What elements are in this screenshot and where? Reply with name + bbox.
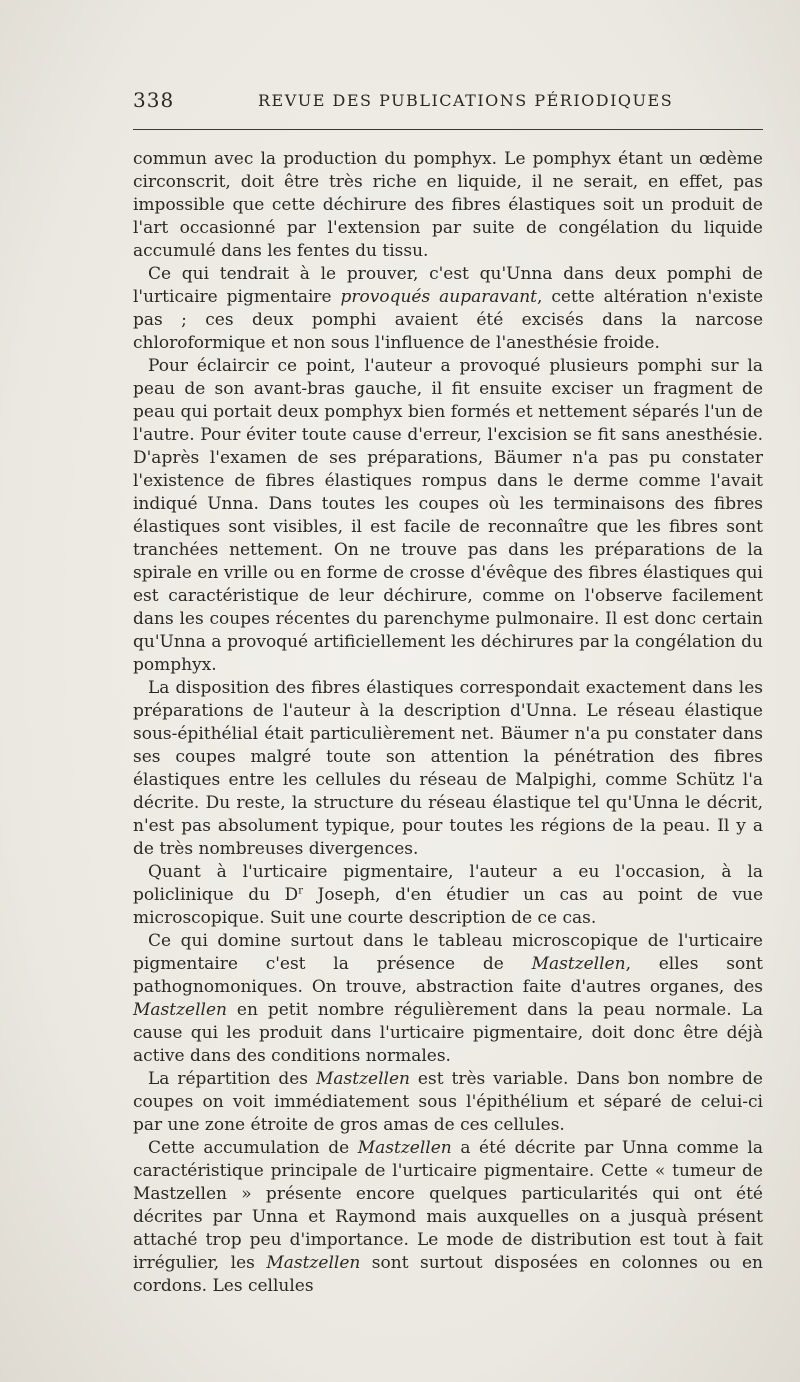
paragraph: Ce qui domine surtout dans le tableau microscopique de l'urticaire pigmentaire c'est la présence de Mastzellen, elles sont pathognomoniques. On trouve, abstraction faite d'autres organes, des Mastzellen en petit nombre régulièrement dans la peau normale. La cause qui les produit dans l'urticaire pigmentaire, doit donc être déjà active dans des conditions normales. bbox=[133, 931, 763, 1066]
running-title: REVUE DES PUBLICATIONS PÉRIODIQUES bbox=[258, 91, 674, 110]
italic-term: Mastzellen bbox=[315, 1069, 410, 1089]
paragraph: La disposition des fibres élastiques correspondait exactement dans les préparations de l'auteur à la description d'Unna. Le réseau élastique sous-épithélial était particulièrement net. Bäumer n'a pu constater dans ses coupes malgré toute son attention la pénétration des fibres élastiques entre les cellules du réseau de Malpighi, comme Schütz l'a décrite. Du reste, la structure du réseau élastique tel qu'Unna le décrit, n'est pas absolument typique, pour toutes les régions de la peau. Il y a de très nombreuses divergences. bbox=[133, 678, 763, 859]
paragraph: Quant à l'urticaire pigmentaire, l'auteur a eu l'occasion, à la policlinique du $D^r$ Joseph, d'en étudier un cas au point de vue microscopique. Suit une courte description de ce cas. bbox=[133, 862, 764, 928]
running-header bbox=[133, 88, 763, 116]
italic-term: Mastzellen bbox=[133, 1000, 227, 1020]
paragraph: Pour éclaircir ce point, l'auteur a provoqué plusieurs pomphi sur la peau de son avant-bras gauche, il fit ensuite exciser un fragment de peau qui portait deux pomphyx bien formés et nettement séparés l'un de l'autre. Pour éviter toute cause d'erreur, l'excision se fit sans anesthésie. D'après l'examen de ses préparations, Bäumer n'a pas pu constater l'existence de fibres élastiques rompus dans le derme comme l'avait indiqué Unna. Dans toutes les coupes où les terminaisons des fibres élastiques sont visibles, il est facile de reconnaître que les fibres sont tranchées nettement. On ne trouve pas dans les préparations de la spirale en vrille ou en forme de crosse d'évêque des fibres élastiques qui est caractéristique de leur déchirure, comme on l'observe facilement dans les coupes récentes du parenchyme pulmonaire. Il est donc certain qu'Unna a provoqué artificiellement les déchirures par la congélation du pomphyx. bbox=[133, 356, 763, 675]
page-number: 338 bbox=[133, 88, 175, 112]
paragraph: Cette accumulation de Mastzellen a été décrite par Unna comme la caractéristique principale de l'urticaire pigmentaire. Cette « tumeur de Mastzellen » présente encore quelques particularités qui ont été décrites par Unna et Raymond mais auxquelles on a jusquà présent attaché trop peu d'importance. Le mode de distribution est tout à fait irrégulier, les Mastzellen sont surtout disposées en colonnes ou en cordons. Les cellules bbox=[133, 1138, 764, 1296]
paragraph: commun avec la production du pomphyx. Le pomphyx étant un œdème circonscrit, doit être très riche en liquide, il ne serait, en effet, pas impossible que cette déchirure des fibres élastiques soit un produit de l'art occasionné par l'extension par suite de congélation du liquide accumulé dans les fentes du tissu. bbox=[133, 149, 763, 261]
italic-term: Mastzellen bbox=[531, 954, 626, 974]
italic-term: Mastzellen bbox=[266, 1253, 361, 1273]
body-text bbox=[133, 148, 763, 1298]
header-rule bbox=[133, 129, 763, 130]
italic-term: Mastzellen bbox=[357, 1138, 452, 1158]
paragraph: Ce qui tendrait à le prouver, c'est qu'Unna dans deux pomphi de l'urticaire pigmentaire provoqués auparavant, cette altération n'existe pas ; ces deux pomphi avaient été excisés dans la narcose chloroformique et non sous l'influence de l'anesthésie froide. bbox=[133, 264, 764, 353]
paragraph: La répartition des Mastzellen est très variable. Dans bon nombre de coupes on voit immédiatement sous l'épithélium et séparé de celui-ci par une zone étroite de gros amas de ces cellules. bbox=[133, 1069, 763, 1135]
italic-term: provoqués auparavant bbox=[340, 287, 538, 307]
